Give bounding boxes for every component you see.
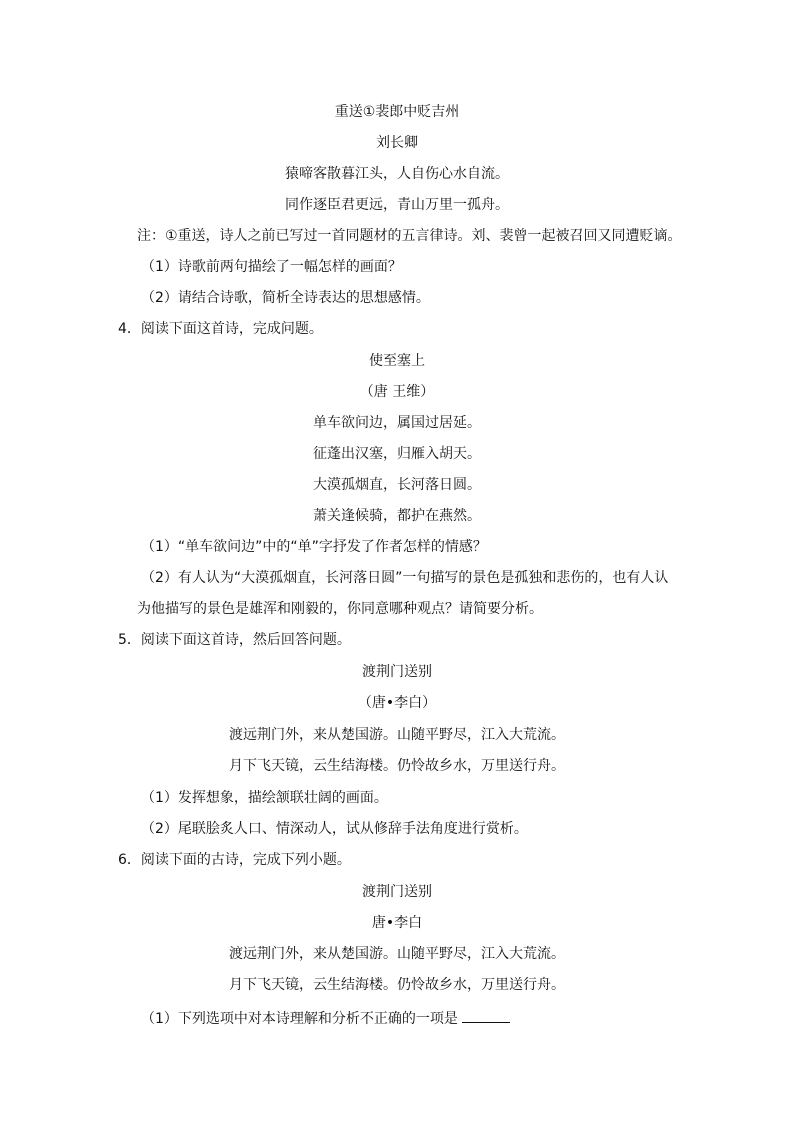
question-item bbox=[141, 1010, 510, 1028]
poem-title: 使至塞上 bbox=[369, 353, 425, 369]
question-item-continued: 为他描写的景色是雄浑和刚毅的，你同意哪种观点？请简要分析。 bbox=[137, 601, 543, 617]
poem-author: （唐•李白） bbox=[357, 695, 437, 711]
poem-author: 刘长卿 bbox=[376, 135, 418, 151]
question-item: （2）有人认为“大漠孤烟直，长河落日圆”一句描写的景色是孤独和悲伤的，也有人认 bbox=[141, 570, 669, 586]
poem-title: 重送①裴郎中贬吉州 bbox=[334, 104, 460, 120]
question-item: （1）诗歌前两句描绘了一幅怎样的画面？ bbox=[141, 259, 402, 275]
poem-title: 渡荆门送别 bbox=[362, 884, 432, 900]
poem-line: 月下飞天镜，云生结海楼。仍怜故乡水，万里送行舟。 bbox=[229, 977, 565, 993]
question-text: （1）下列选项中对本诗理解和分析不正确的一项是 bbox=[141, 1011, 458, 1027]
poem-line: 同作逐臣君更远，青山万里一孤舟。 bbox=[285, 197, 509, 213]
question-item: （2）请结合诗歌，简析全诗表达的思想感情。 bbox=[141, 290, 430, 306]
question-prompt: 6．阅读下面的古诗，完成下列小题。 bbox=[118, 852, 351, 868]
poem-line: 征蓬出汉塞，归雁入胡天。 bbox=[313, 446, 481, 462]
question-item: （2）尾联脍炙人口、情深动人，试从修辞手法角度进行赏析。 bbox=[141, 821, 528, 837]
question-prompt: 4．阅读下面这首诗，完成问题。 bbox=[118, 321, 323, 337]
poem-line: 单车欲问边，属国过居延。 bbox=[313, 415, 481, 431]
poem-line: 月下飞天镜，云生结海楼。仍怜故乡水，万里送行舟。 bbox=[229, 758, 565, 774]
question-item: （1）发挥想象，描绘颔联壮阔的画面。 bbox=[141, 790, 388, 806]
poem-line: 大漠孤烟直，长河落日圆。 bbox=[313, 477, 481, 493]
poem-line: 渡远荆门外，来从楚国游。山随平野尽，江入大荒流。 bbox=[229, 946, 565, 962]
poem-title: 渡荆门送别 bbox=[362, 664, 432, 680]
poem-note: 注：①重送，诗人之前已写过一首同题材的五言律诗。刘、裴曾一起被召回又同遭贬谪。 bbox=[137, 228, 682, 244]
poem-author: （唐 王维） bbox=[359, 384, 435, 400]
question-item: （1）“单车欲问边”中的“单”字抒发了作者怎样的情感？ bbox=[141, 539, 487, 555]
poem-line: 猿啼客散暮江头，人自伤心水自流。 bbox=[285, 166, 509, 182]
answer-blank bbox=[462, 1010, 510, 1023]
poem-author: 唐•李白 bbox=[371, 915, 423, 931]
poem-line: 萧关逢候骑，都护在燕然。 bbox=[313, 508, 481, 524]
poem-line: 渡远荆门外，来从楚国游。山随平野尽，江入大荒流。 bbox=[229, 727, 565, 743]
question-prompt: 5．阅读下面这首诗，然后回答问题。 bbox=[118, 632, 351, 648]
